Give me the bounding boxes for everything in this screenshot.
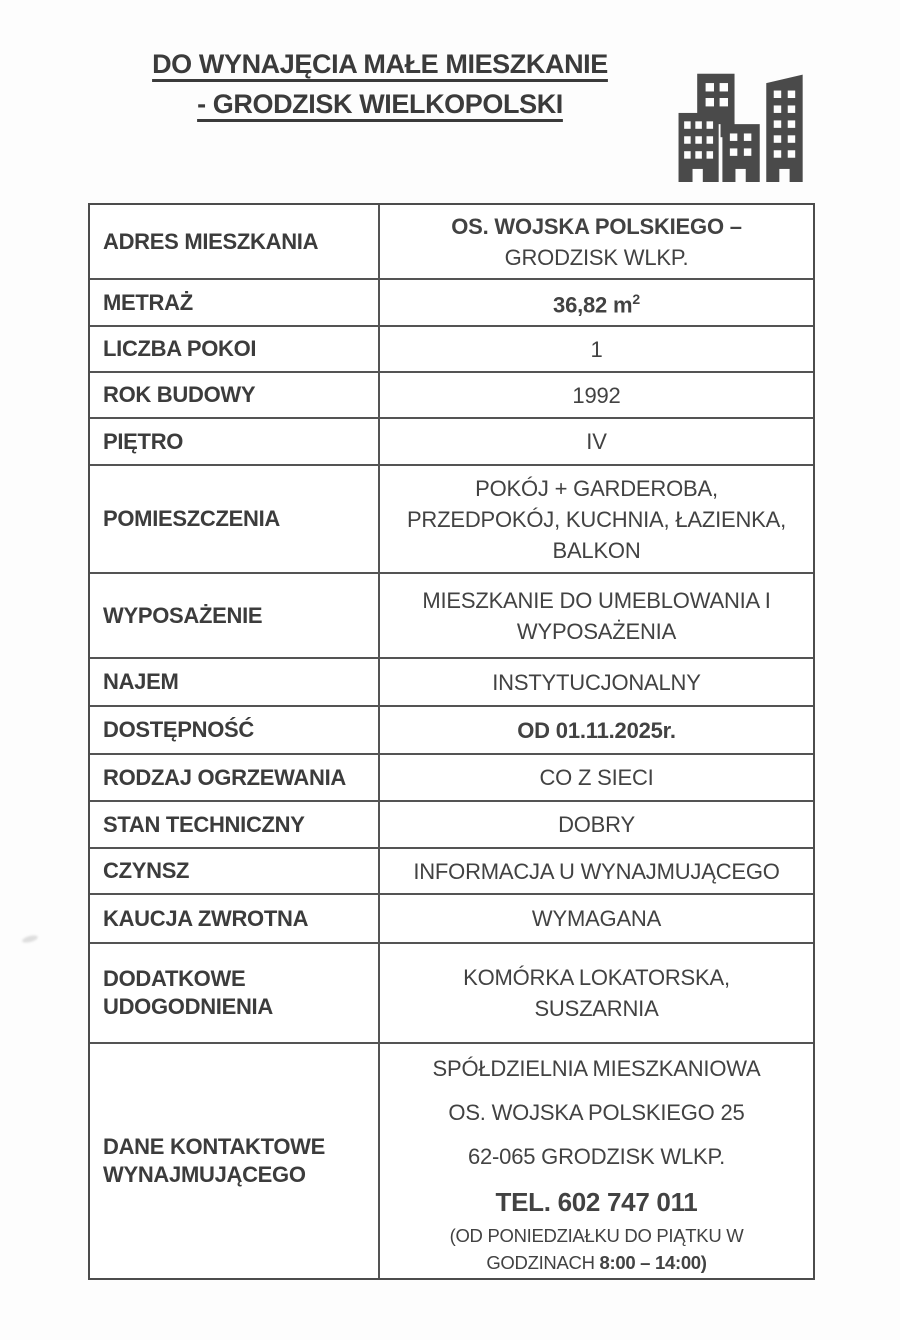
page-title-line-2: - GRODZISK WIELKOPOLSKI xyxy=(197,89,563,119)
row-label: ROK BUDOWY xyxy=(90,371,380,417)
row-label: CZYNSZ xyxy=(90,847,380,893)
row-value: IV xyxy=(380,417,813,464)
row-value: INSTYTUCJONALNY xyxy=(380,657,813,705)
row-value: OD 01.11.2025r. xyxy=(380,705,813,753)
row-value: DOBRY xyxy=(380,800,813,847)
contact-coop-name: SPÓŁDZIELNIA MIESZKANIOWA xyxy=(432,1055,761,1081)
row-value xyxy=(380,464,813,572)
row-value xyxy=(380,205,813,278)
row-label: DOSTĘPNOŚĆ xyxy=(90,705,380,753)
row-label: POMIESZCZENIA xyxy=(90,464,380,572)
row-label: RODZAJ OGRZEWANIA xyxy=(90,753,380,800)
contact-city: 62-065 GRODZISK WLKP. xyxy=(467,1143,726,1169)
value-line: MIESZKANIE DO UMEBLOWANIA I xyxy=(422,587,771,613)
row-label: DANE KONTAKTOWE WYNAJMUJĄCEGO xyxy=(90,1042,380,1278)
contact-hours xyxy=(450,1222,744,1276)
value-line: GRODZISK WLKP. xyxy=(504,244,689,270)
value-line: 36,82 $m^2$ xyxy=(553,291,640,318)
row-value: WYMAGANA xyxy=(380,893,813,942)
page-title-line-1: DO WYNAJĘCIA MAŁE MIESZKANIE xyxy=(152,49,608,79)
row-label: STAN TECHNICZNY xyxy=(90,800,380,847)
superscript: 2 xyxy=(632,291,640,308)
row-value: CO Z SIECI xyxy=(380,753,813,800)
row-label: WYPOSAŻENIE xyxy=(90,572,380,657)
value-line: PRZEDPOKÓJ, KUCHNIA, ŁAZIENKA, xyxy=(406,506,787,532)
contact-hours-line-1: (OD PONIEDZIAŁKU DO PIĄTKU W xyxy=(449,1224,744,1246)
row-value xyxy=(380,572,813,657)
value-line: WYPOSAŻENIA xyxy=(516,618,677,644)
row-label: DODATKOWE UDOGODNIENIA xyxy=(90,942,380,1042)
contact-details xyxy=(380,1042,813,1278)
contact-hours-line-2: GODZINACH 8:00 – 14:00) xyxy=(486,1251,707,1273)
listing-table xyxy=(88,203,815,1280)
contact-street: OS. WOJSKA POLSKIEGO 25 xyxy=(448,1099,745,1125)
row-value: 1992 xyxy=(380,371,813,417)
value-line: OS. WOJSKA POLSKIEGO – xyxy=(451,213,742,239)
row-label: KAUCJA ZWROTNA xyxy=(90,893,380,942)
row-label: METRAŻ xyxy=(90,278,380,325)
row-value xyxy=(380,942,813,1042)
row-label: NAJEM xyxy=(90,657,380,705)
value-line: POKÓJ + GARDEROBA, xyxy=(475,475,718,501)
row-value: 1 xyxy=(380,325,813,371)
value-line: BALKON xyxy=(552,537,641,563)
row-label: ADRES MIESZKANIA xyxy=(90,205,380,278)
value-line: SUSZARNIA xyxy=(534,996,659,1021)
contact-phone: TEL. 602 747 011 xyxy=(495,1186,698,1217)
scan-artifact xyxy=(21,934,38,944)
value-line: KOMÓRKA LOKATORSKA, xyxy=(463,965,730,990)
buildings-icon xyxy=(676,70,808,182)
row-value xyxy=(380,278,813,325)
page-title xyxy=(60,44,700,124)
row-label: LICZBA POKOI xyxy=(90,325,380,371)
row-label: PIĘTRO xyxy=(90,417,380,464)
row-value: INFORMACJA U WYNAJMUJĄCEGO xyxy=(380,847,813,893)
